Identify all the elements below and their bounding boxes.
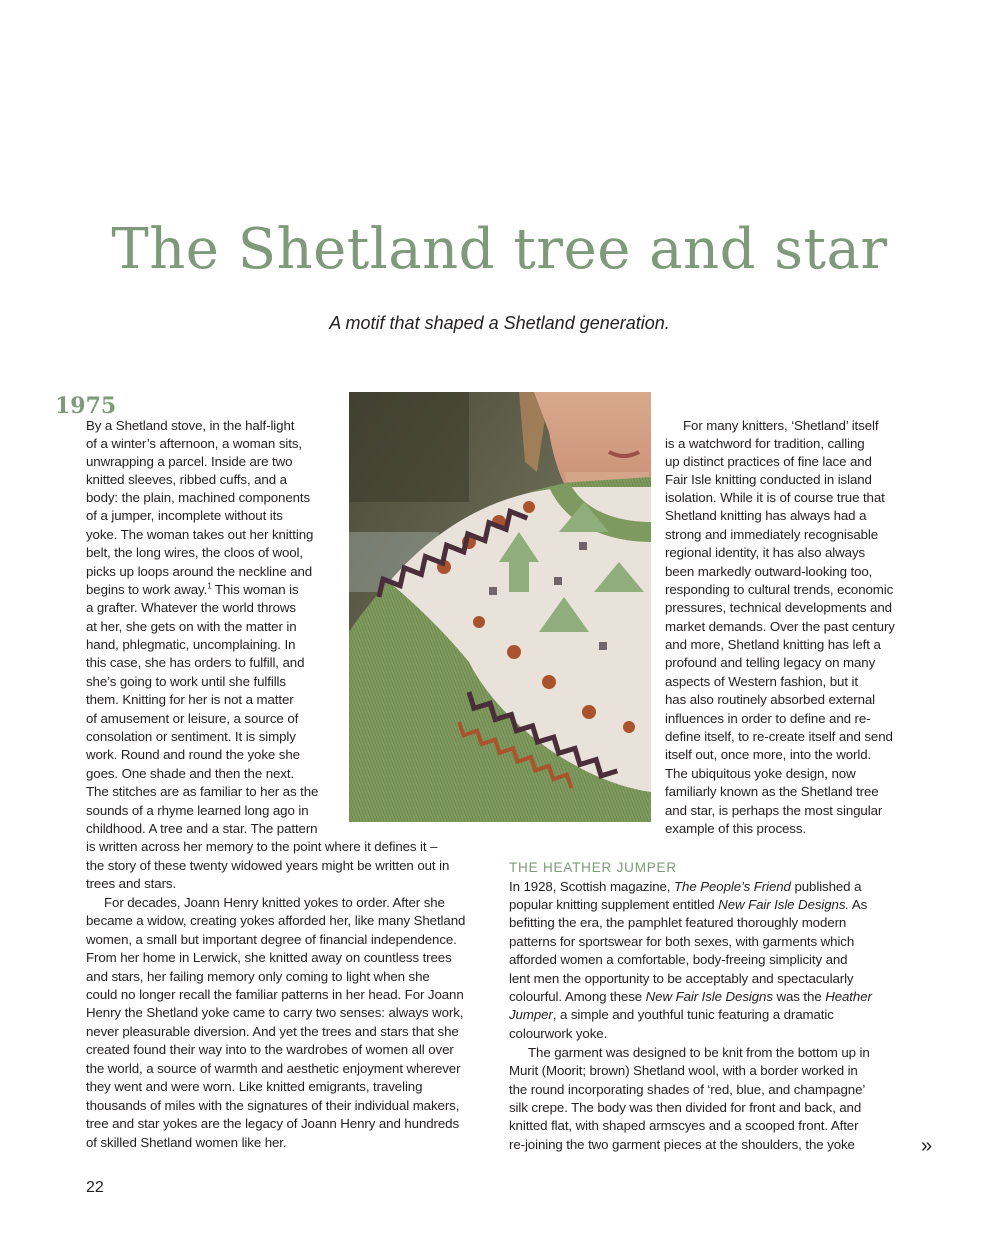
text-line [509, 988, 872, 1006]
text-line: she’s going to work until she fulfills [86, 674, 286, 689]
text-fragment: colourful. Among these [509, 989, 646, 1004]
text-line: of a jumper, incomplete without its [86, 508, 283, 523]
text-line [509, 896, 867, 914]
text-line: lent men the opportunity to be acceptably and spectacularly [509, 971, 854, 986]
garment-name: Jumper [509, 1007, 553, 1022]
text-line: market demands. Over the past century [665, 619, 895, 634]
text-line: afforded women a comfortable, body-freeing simplicity and [509, 952, 848, 967]
text-line: belt, the long wires, the cloos of wool, [86, 545, 303, 560]
text-line: created found their way into to the wardrobes of women all over [86, 1042, 454, 1057]
publication-title: New Fair Isle Designs. [718, 897, 849, 912]
text-line: goes. One shade and then the next. [86, 766, 295, 781]
text-line: example of this process. [665, 821, 806, 836]
text-line: childhood. A tree and a star. The pattern [86, 821, 318, 836]
text-line: work. Round and round the yoke she [86, 747, 300, 762]
text-line: the story of these twenty widowed years might be written out in [86, 858, 450, 873]
text-line: knitted sleeves, ribbed cuffs, and a [86, 472, 287, 487]
text-line: knitted flat, with shaped armscyes and a scooped front. After [509, 1118, 859, 1133]
text-line: picks up loops around the neckline and [86, 564, 313, 579]
text-line: define itself, to re-create itself and send [665, 729, 893, 744]
text-line [86, 581, 299, 599]
text-line: colourwork yoke. [509, 1026, 608, 1041]
garment-name: Heather [825, 989, 872, 1004]
text-line: aspects of Western fashion, but it [665, 674, 858, 689]
text-line: strong and immediately recognisable [665, 527, 879, 542]
text-fragment: was the [772, 989, 826, 1004]
page-title: The Shetland tree and star [111, 217, 888, 282]
text-line: profound and telling legacy on many [665, 655, 876, 670]
text-line: trees and stars. [86, 876, 177, 891]
text-line: Murit (Moorit; brown) Shetland wool, with a border worked in [509, 1063, 858, 1078]
text-line: silk crepe. The body was then divided for front and back, and [509, 1100, 862, 1115]
section-heading: THE HEATHER JUMPER [509, 860, 677, 875]
text-line: yoke. The woman takes out her knitting [86, 527, 314, 542]
text-fragment: As [849, 897, 868, 912]
text-line: hand, phlegmatic, uncomplaining. In [86, 637, 296, 652]
text-line: influences in order to define and re- [665, 711, 871, 726]
continue-arrow-icon: » [921, 1135, 933, 1157]
text-fragment: This woman is [211, 582, 299, 597]
footnote-marker: 1 [207, 581, 212, 591]
text-line: became a widow, creating yokes afforded her, like many Shetland [86, 913, 466, 928]
text-line: responding to cultural trends, economic [665, 582, 894, 597]
text-line: of skilled Shetland women like her. [86, 1135, 287, 1150]
text-line: of a winter’s afternoon, a woman sits, [86, 436, 302, 451]
text-line: this case, she has orders to fulfill, and [86, 655, 305, 670]
text-line: and star, is perhaps the most singular [665, 803, 883, 818]
text-fragment: In 1928, Scottish magazine, [509, 879, 674, 894]
text-line [509, 1006, 834, 1024]
text-line: unwrapping a parcel. Inside are two [86, 454, 293, 469]
text-fragment: begins to work away. [86, 582, 208, 597]
text-line: patterns for sportswear for both sexes, with garments which [509, 934, 855, 949]
text-line: From her home in Lerwick, she knitted away on countless trees [86, 950, 452, 965]
text-line: familiarly known as the Shetland tree [665, 784, 879, 799]
text-line: them. Knitting for her is not a matter [86, 692, 294, 707]
text-line: the round incorporating shades of ‘red, blue, and champagne’ [509, 1082, 866, 1097]
text-line: been markedly outward-looking too, [665, 564, 873, 579]
text-line: body: the plain, machined components [86, 490, 311, 505]
text-line: has also routinely absorbed external [665, 692, 876, 707]
text-fragment: popular knitting supplement entitled [509, 897, 719, 912]
publication-title: New Fair Isle Designs [645, 989, 773, 1004]
text-line: For many knitters, ‘Shetland’ itself [683, 418, 879, 433]
text-line: could no longer recall the familiar patterns in her head. For Joann [86, 987, 464, 1002]
text-line: For decades, Joann Henry knitted yokes to order. After she [104, 895, 445, 910]
text-line: isolation. While it is of course true that [665, 490, 885, 505]
text-line: regional identity, it has also always [665, 545, 866, 560]
text-line: Shetland knitting has always had a [665, 508, 867, 523]
section-year-heading: 1975 [55, 393, 117, 419]
page-number: 22 [86, 1179, 104, 1196]
text-line: re-joining the two garment pieces at the shoulders, the yoke [509, 1137, 855, 1152]
page-subtitle: A motif that shaped a Shetland generation. [329, 313, 670, 333]
text-line: never pleasurable diversion. And yet the trees and stars that she [86, 1024, 459, 1039]
text-line [509, 878, 861, 896]
text-line: consolation or sentiment. It is simply [86, 729, 296, 744]
text-line: and stars, her failing memory only coming to light when she [86, 969, 430, 984]
text-line: a grafter. Whatever the world throws [86, 600, 296, 615]
text-line: sounds of a rhyme learned long ago in [86, 803, 309, 818]
text-fragment: published a [790, 879, 862, 894]
text-line: Fair Isle knitting conducted in island [665, 472, 872, 487]
text-line: pressures, technical developments and [665, 600, 892, 615]
text-fragment: , a simple and youthful tunic featuring a dramatic [552, 1007, 834, 1022]
text-line: is written across her memory to the point where it defines it – [86, 839, 438, 854]
text-line: befitting the era, the pamphlet featured thoroughly modern [509, 915, 847, 930]
text-line: the world, a source of warmth and aesthetic enjoyment wherever [86, 1061, 461, 1076]
text-line: is a watchword for tradition, calling [665, 436, 865, 451]
text-line: of amusement or leisure, a source of [86, 711, 299, 726]
text-line: and more, Shetland knitting has left a [665, 637, 881, 652]
text-line: at her, she gets on with the matter in [86, 619, 297, 634]
text-line: up distinct practices of fine lace and [665, 454, 872, 469]
text-line: itself out, once more, into the world. [665, 747, 872, 762]
text-line: thousands of miles with the signatures of their individual makers, [86, 1098, 460, 1113]
text-line: The stitches are as familiar to her as the [86, 784, 319, 799]
magazine-title: The People’s Friend [674, 879, 791, 894]
text-line: The garment was designed to be knit from the bottom up in [528, 1045, 870, 1060]
text-line: tree and star yokes are the legacy of Joann Henry and hundreds [86, 1116, 459, 1131]
text-line: women, a small but important degree of financial independence. [86, 932, 457, 947]
sweater-photo [349, 392, 651, 822]
text-line: Henry the Shetland yoke came to carry two senses: always work, [86, 1005, 464, 1020]
text-line: By a Shetland stove, in the half-light [86, 418, 295, 433]
text-line: they went and were worn. Like knitted emigrants, traveling [86, 1079, 423, 1094]
text-line: The ubiquitous yoke design, now [665, 766, 856, 781]
